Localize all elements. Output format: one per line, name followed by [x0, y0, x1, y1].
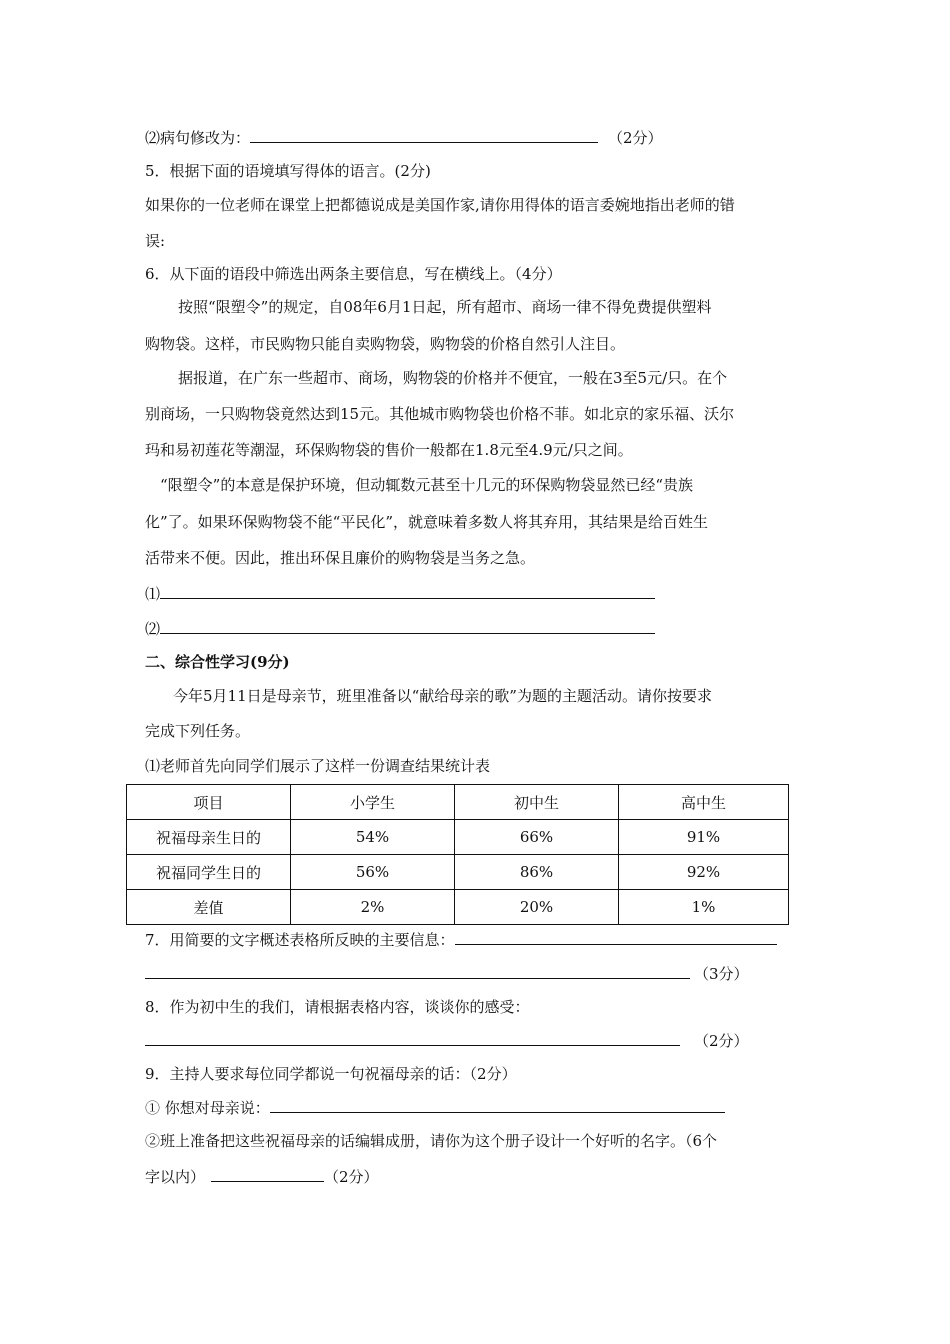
table-cell: 54%: [291, 820, 455, 855]
q7-score: （3分）: [694, 965, 749, 983]
q6-para2-line2: 别商场，一只购物袋竟然达到15元。其他城市购物袋也价格不菲。如北京的家乐福、沃尔: [145, 405, 735, 423]
table-cell: 91%: [619, 820, 789, 855]
q6-para2-line1: 据报道，在广东一些超市、商场，购物袋的价格并不便宜，一般在3至5元/只。在个: [178, 369, 728, 387]
table-cell: 56%: [291, 855, 455, 890]
table-row: [127, 890, 789, 925]
q9-title: 9．主持人要求每位同学都说一句祝福母亲的话：（2分）: [145, 1065, 517, 1083]
q4-2-score: （2分）: [608, 129, 663, 147]
q7-answer-blank-1[interactable]: [455, 930, 777, 945]
q7-line: [145, 930, 777, 950]
table-row: [127, 855, 789, 890]
section2-heading: 二、综合性学习(9分): [145, 653, 290, 671]
q6-para1-line1: 按照“限塑令”的规定，自08年6月1日起，所有超市、商场一律不得免费提供塑料: [178, 298, 712, 316]
table-cell: 92%: [619, 855, 789, 890]
section2-intro-line2: 完成下列任务。: [145, 722, 251, 740]
q6-para3-line2: 化”了。如果环保购物袋不能“平民化”，就意味着多数人将其弃用，其结果是给百姓生: [145, 513, 709, 531]
table-header-cell: 小学生: [291, 785, 455, 820]
q9-item1-blank[interactable]: [270, 1098, 725, 1113]
q6-answer-2-label: ⑵: [145, 620, 161, 638]
q6-answer-1-label: ⑴: [145, 585, 161, 603]
table-cell: 1%: [619, 890, 789, 925]
q8-label: 8．作为初中生的我们，请根据表格内容，谈谈你的感受：: [145, 998, 530, 1016]
table-cell: 66%: [455, 820, 619, 855]
q6-answer-1: [145, 584, 655, 604]
table-cell: 86%: [455, 855, 619, 890]
q8-answer-blank[interactable]: [145, 1031, 680, 1046]
q5-text-line2: 误:: [145, 232, 166, 250]
table-header-cell: 高中生: [619, 785, 789, 820]
q7-line2: [145, 964, 749, 984]
q4-2-answer-blank[interactable]: [250, 128, 598, 143]
table-row: [127, 820, 789, 855]
q9-item1-line: [145, 1098, 725, 1118]
q7-label: 7．用简要的文字概述表格所反映的主要信息：: [145, 931, 455, 949]
q6-title: 6．从下面的语段中筛选出两条主要信息，写在横线上。（4分）: [145, 265, 562, 283]
q6-answer-1-blank[interactable]: [160, 584, 655, 599]
q9-item2-line2: [145, 1167, 379, 1187]
table-cell: 差值: [127, 890, 291, 925]
table-header-row: [127, 785, 789, 820]
q4-2-label: ⑵病句修改为：: [145, 129, 251, 147]
q9-item2-blank[interactable]: [211, 1167, 324, 1182]
q6-para1-line2: 购物袋。这样，市民购物只能自卖购物袋，购物袋的价格自然引人注目。: [145, 335, 626, 353]
q8-score: （2分）: [694, 1032, 749, 1050]
q4-2-line: [145, 128, 663, 148]
section2-task1: ⑴老师首先向同学们展示了这样一份调查结果统计表: [145, 757, 491, 775]
survey-table: [126, 784, 789, 925]
q6-para3-line1: “限塑令”的本意是保护环境，但动辄数元甚至十几元的环保购物袋显然已经“贵族: [160, 476, 694, 494]
q6-answer-2: [145, 619, 655, 639]
table-cell: 祝福母亲生日的: [127, 820, 291, 855]
table-header-cell: 项目: [127, 785, 291, 820]
table-cell: 祝福同学生日的: [127, 855, 291, 890]
q6-para2-line3: 玛和易初莲花等潮湿，环保购物袋的售价一般都在1.8元至4.9元/只之间。: [145, 441, 633, 459]
table-cell: 20%: [455, 890, 619, 925]
q5-title: 5．根据下面的语境填写得体的语言。(2分): [145, 162, 431, 180]
q9-item2-label: 字以内）: [145, 1168, 206, 1186]
table-cell: 2%: [291, 890, 455, 925]
section2-intro-line1: 今年5月11日是母亲节，班里准备以“献给母亲的歌”为题的主题活动。请你按要求: [173, 687, 712, 705]
q7-answer-blank-2[interactable]: [145, 964, 690, 979]
q6-answer-2-blank[interactable]: [160, 619, 655, 634]
q8-line2: [145, 1031, 749, 1051]
q5-text-line1: 如果你的一位老师在课堂上把都德说成是美国作家,请你用得体的语言委婉地指出老师的错: [145, 196, 735, 214]
table-header-cell: 初中生: [455, 785, 619, 820]
q9-item2-line1: ②班上准备把这些祝福母亲的话编辑成册，请你为这个册子设计一个好听的名字。（6个: [145, 1132, 718, 1150]
q9-item1-label: ① 你想对母亲说：: [145, 1099, 270, 1117]
q6-para3-line3: 活带来不便。因此，推出环保且廉价的购物袋是当务之急。: [145, 549, 536, 567]
q9-item2-score: （2分）: [324, 1168, 379, 1186]
